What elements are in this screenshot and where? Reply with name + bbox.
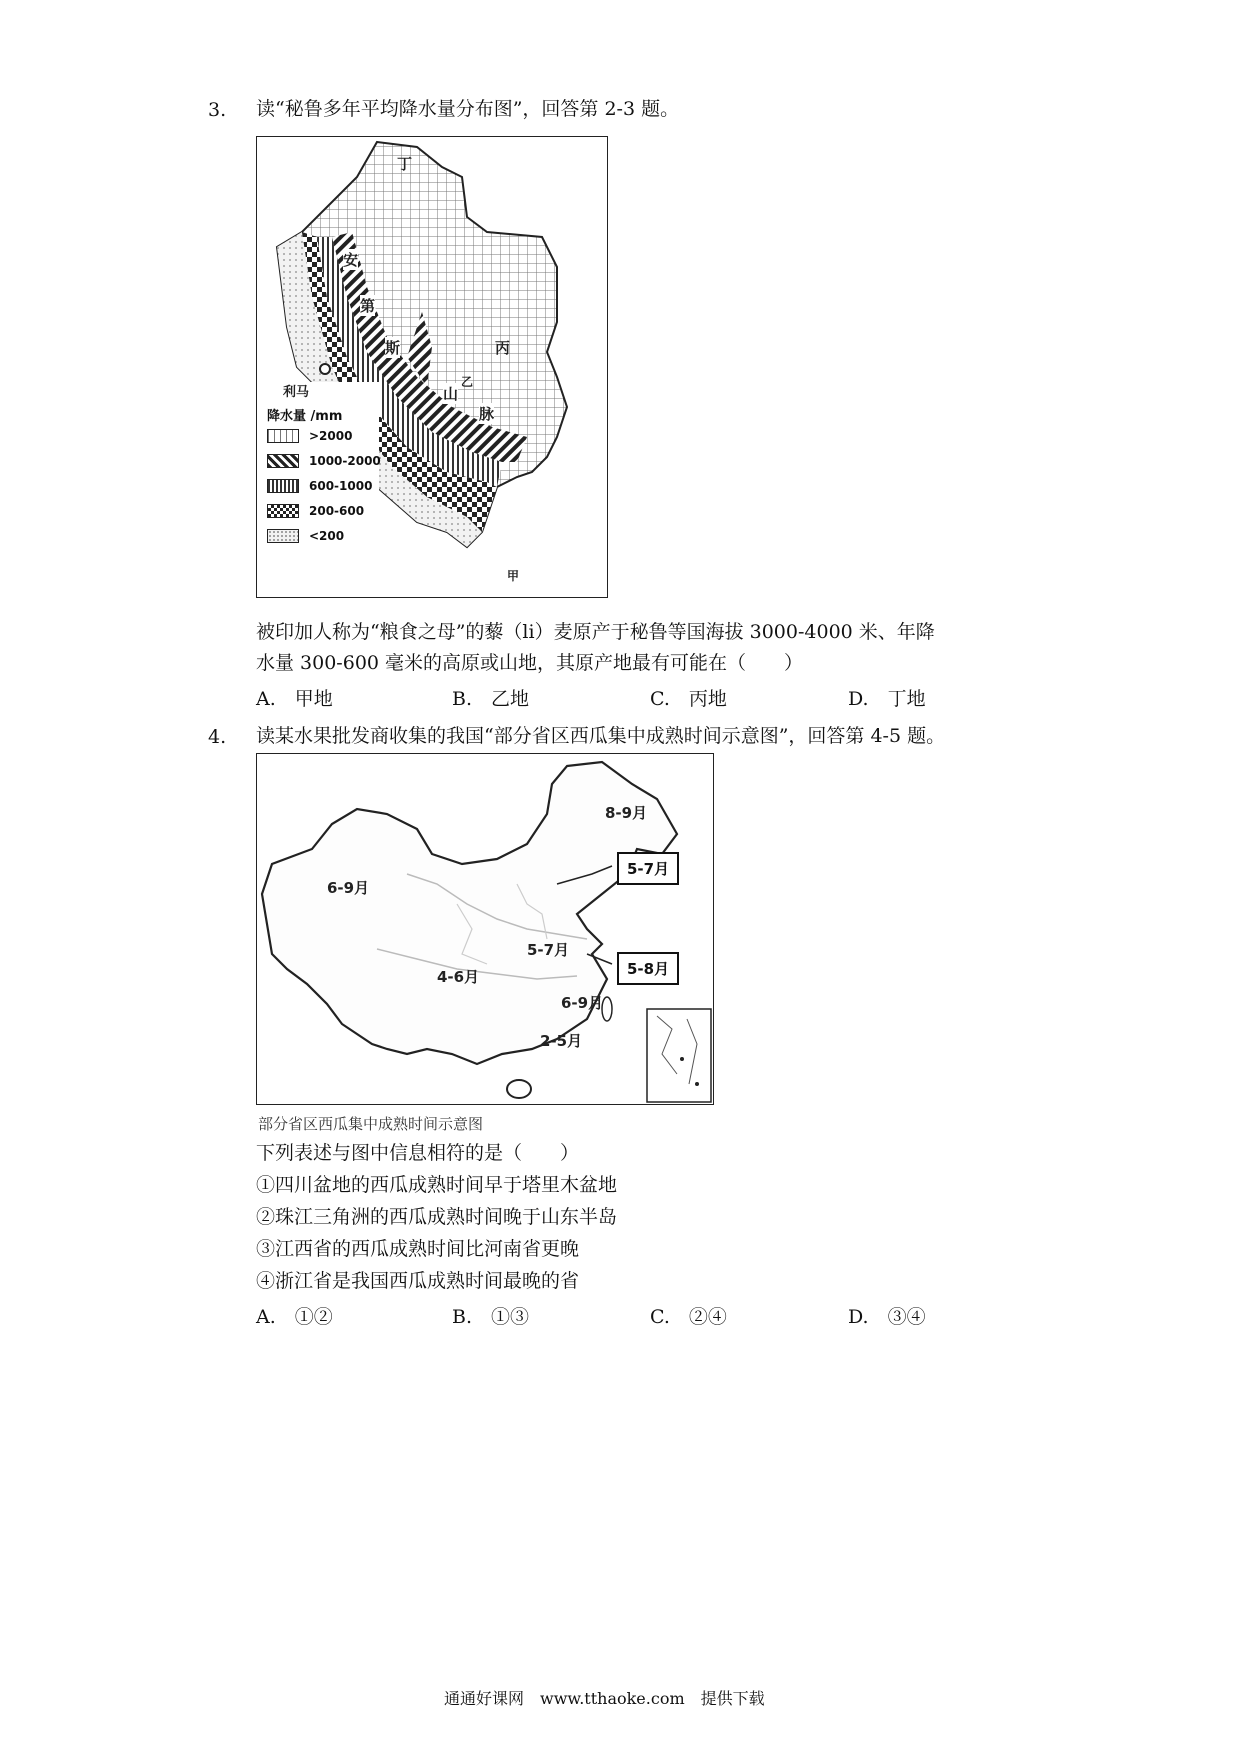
question-4-statement-1: ①四川盆地的西瓜成熟时间早于塔里木盆地 bbox=[256, 1174, 618, 1196]
legend-label: 200-600 bbox=[309, 504, 365, 518]
question-4-option-c[interactable]: C. ②④ bbox=[650, 1306, 727, 1328]
china-boxed-label-zhejiang: 5-8月 bbox=[617, 952, 679, 985]
legend-row-200-600 bbox=[267, 504, 364, 518]
question-3-option-b[interactable]: B. 乙地 bbox=[452, 688, 530, 710]
question-4-option-a[interactable]: A. ①② bbox=[256, 1306, 333, 1328]
legend-label: 600-1000 bbox=[309, 479, 373, 493]
question-4-number: 4. bbox=[208, 726, 227, 748]
legend-label: <200 bbox=[309, 529, 345, 543]
map-label-bing: 丙 bbox=[495, 339, 511, 357]
map-label-lima: 利马 bbox=[283, 385, 310, 400]
china-label-jiangxi: 6-9月 bbox=[561, 994, 604, 1012]
question-4-option-d[interactable]: D. ③④ bbox=[848, 1306, 926, 1328]
page-footer: 通通好课网 www.tthaoke.com 提供下载 bbox=[444, 1689, 765, 1708]
china-label-guangdong: 2-5月 bbox=[540, 1032, 583, 1050]
legend-swatch-grid bbox=[267, 429, 299, 443]
question-4-statement-3: ③江西省的西瓜成熟时间比河南省更晚 bbox=[256, 1238, 580, 1260]
peru-map-graphic bbox=[257, 137, 607, 597]
map-label-mai: 脉 bbox=[479, 405, 495, 423]
legend-row-600-1000 bbox=[267, 479, 372, 493]
question-3-number: 3. bbox=[208, 99, 227, 121]
legend-swatch-dotted bbox=[267, 529, 299, 543]
china-label-sichuan: 4-6月 bbox=[437, 968, 480, 986]
question-3-body-line1: 被印加人称为“粮食之母”的藜（li）麦原产于秘鲁等国海拔 3000-4000 米、年降 bbox=[256, 621, 935, 643]
legend-swatch-vertical bbox=[267, 479, 299, 493]
legend-label: 1000-2000 bbox=[309, 454, 381, 468]
china-label-central: 5-7月 bbox=[527, 941, 570, 959]
map-label-di: 第 bbox=[360, 297, 376, 315]
legend-row-gt2000 bbox=[267, 429, 352, 443]
question-3-option-a[interactable]: A. 甲地 bbox=[256, 688, 333, 710]
china-boxed-label-shandong: 5-7月 bbox=[617, 852, 679, 885]
china-label-xinjiang: 6-9月 bbox=[327, 879, 370, 897]
map-label-an: 安 bbox=[343, 251, 359, 269]
legend-row-1000-2000 bbox=[267, 454, 381, 468]
map-label-shan: 山 bbox=[443, 385, 459, 403]
legend-row-lt200 bbox=[267, 529, 344, 543]
map-label-si: 斯 bbox=[385, 339, 401, 357]
china-watermelon-map bbox=[256, 753, 714, 1105]
china-map-caption: 部分省区西瓜集中成熟时间示意图 bbox=[258, 1115, 484, 1133]
question-3-body-line2: 水量 300-600 毫米的高原或山地，其原产地最有可能在（ ） bbox=[256, 652, 804, 674]
legend-title: 降水量 /mm bbox=[267, 409, 343, 424]
legend-swatch-checker bbox=[267, 504, 299, 518]
question-4-statement-4: ④浙江省是我国西瓜成熟时间最晚的省 bbox=[256, 1270, 580, 1292]
question-3-option-d[interactable]: D. 丁地 bbox=[848, 688, 926, 710]
legend-label: >2000 bbox=[309, 429, 353, 443]
question-4-stem: 读某水果批发商收集的我国“部分省区西瓜集中成熟时间示意图”，回答第 4-5 题。 bbox=[256, 725, 946, 747]
map-label-ding: 丁 bbox=[397, 155, 413, 173]
map-label-yi: 乙 bbox=[461, 375, 474, 389]
peru-precipitation-map bbox=[256, 136, 608, 598]
question-4-statement-2: ②珠江三角洲的西瓜成熟时间晚于山东半岛 bbox=[256, 1206, 618, 1228]
legend-swatch-diagonal bbox=[267, 454, 299, 468]
question-4-option-b[interactable]: B. ①③ bbox=[452, 1306, 530, 1328]
question-3-option-c[interactable]: C. 丙地 bbox=[650, 688, 727, 710]
question-4-prompt: 下列表述与图中信息相符的是（ ） bbox=[256, 1142, 580, 1164]
map-label-jia: 甲 bbox=[507, 569, 520, 583]
question-3-stem: 读“秘鲁多年平均降水量分布图”，回答第 2-3 题。 bbox=[256, 98, 680, 120]
china-label-northeast: 8-9月 bbox=[605, 804, 648, 822]
